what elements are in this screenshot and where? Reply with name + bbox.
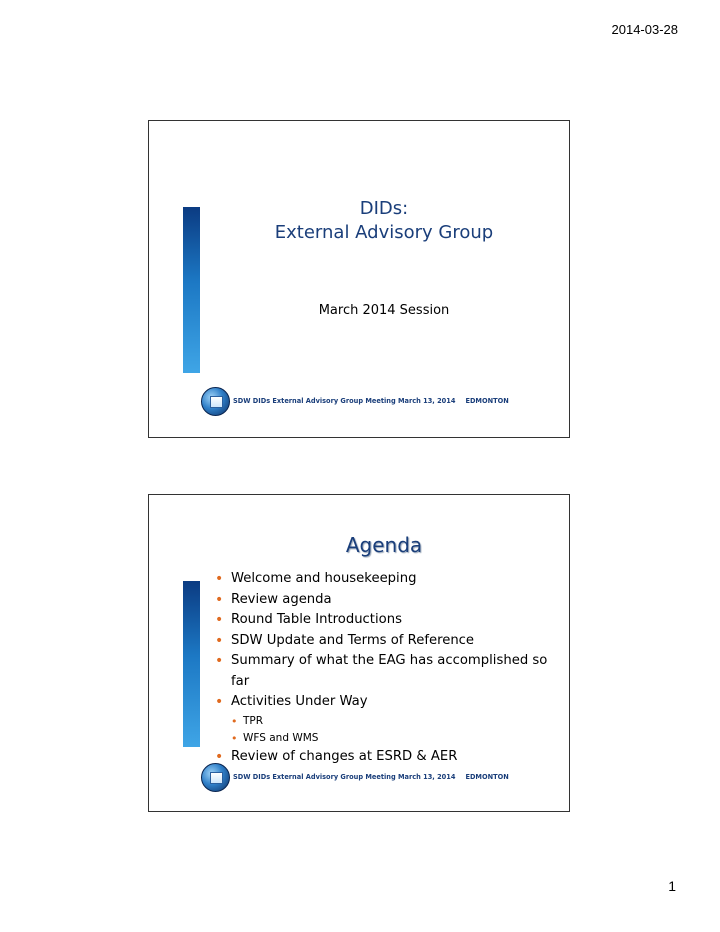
footer-meeting-text: SDW DIDs External Advisory Group Meeting March 13, 2014 <box>233 773 456 781</box>
agenda-title: Agenda <box>345 533 423 557</box>
title-line-2: External Advisory Group <box>274 222 494 243</box>
agenda-item: • Activities Under Way <box>215 692 555 713</box>
globe-logo-icon <box>201 387 230 416</box>
title-line-1: DIDs: <box>359 198 409 219</box>
agenda-item: • Review of changes at ESRD & AER <box>215 747 555 768</box>
agenda-item: • Welcome and housekeeping <box>215 569 555 590</box>
agenda-item: • Round Table Introductions <box>215 610 555 631</box>
slide-agenda <box>148 494 570 812</box>
slide-footer <box>201 763 551 793</box>
slide-title-heading <box>209 197 559 245</box>
page-date: 2014-03-28 <box>611 22 678 37</box>
agenda-item: • SDW Update and Terms of Reference <box>215 631 555 652</box>
footer-city: EDMONTON <box>465 773 509 781</box>
accent-bar <box>183 581 200 747</box>
agenda-subitem: • TPR <box>231 713 555 730</box>
footer-city: EDMONTON <box>465 397 509 405</box>
slide-title <box>148 120 570 438</box>
page-number: 1 <box>668 878 676 894</box>
agenda-subitem: • WFS and WMS <box>231 730 555 747</box>
agenda-item: • Review agenda <box>215 590 555 611</box>
agenda-item: • Summary of what the EAG has accomplished so far <box>215 651 555 692</box>
slide-footer <box>201 387 551 417</box>
footer-text <box>233 397 509 405</box>
footer-text <box>233 773 509 781</box>
agenda-list <box>215 569 555 767</box>
slide-subtitle: March 2014 Session <box>318 303 450 318</box>
globe-logo-icon <box>201 763 230 792</box>
accent-bar <box>183 207 200 373</box>
footer-meeting-text: SDW DIDs External Advisory Group Meeting March 13, 2014 <box>233 397 456 405</box>
